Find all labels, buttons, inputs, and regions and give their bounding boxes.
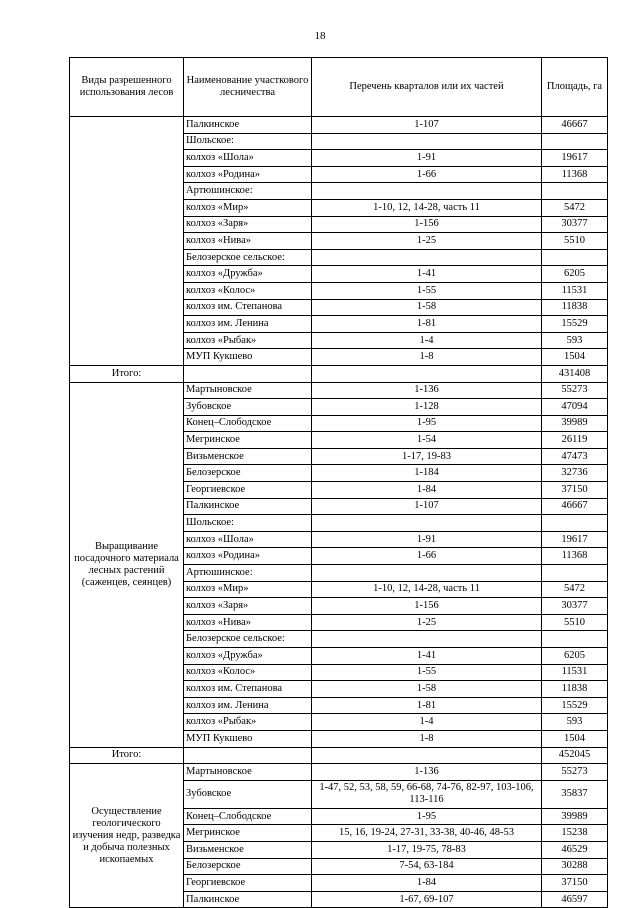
total-label: Итого:	[70, 747, 184, 764]
forestry-name-cell: колхоз «Родина»	[184, 166, 312, 183]
area-cell: 30288	[542, 858, 608, 875]
area-cell: 47094	[542, 399, 608, 416]
quarters-cell	[312, 515, 542, 532]
total-row	[70, 747, 608, 764]
forestry-name-cell: Шольское:	[184, 515, 312, 532]
area-cell: 15529	[542, 697, 608, 714]
area-cell: 1504	[542, 349, 608, 366]
area-cell: 46667	[542, 117, 608, 134]
area-cell: 593	[542, 332, 608, 349]
forestry-name-cell: колхоз «Мир»	[184, 581, 312, 598]
forestry-name-cell: Белозерское сельское:	[184, 249, 312, 266]
area-cell: 37150	[542, 875, 608, 892]
forestry-name-cell: Шольское:	[184, 133, 312, 150]
forestry-name-cell: колхоз им. Ленина	[184, 697, 312, 714]
use-type-cell: Выращивание посадочного материала лесных растений (саженцев, сеянцев)	[70, 382, 184, 747]
forest-use-table	[69, 57, 608, 908]
area-cell: 5472	[542, 199, 608, 216]
forestry-name-cell: МУП Кукшево	[184, 349, 312, 366]
area-cell: 55273	[542, 382, 608, 399]
forestry-name-cell: Конец–Слободское	[184, 415, 312, 432]
table-row	[70, 764, 608, 781]
quarters-cell: 1-156	[312, 598, 542, 615]
use-type-cell: Осуществление геологического изучения недр, разведка и добыча полезных ископаемых	[70, 764, 184, 908]
forestry-name-cell: Мартыновское	[184, 382, 312, 399]
area-cell: 46667	[542, 498, 608, 515]
forestry-name-cell: Белозерское	[184, 465, 312, 482]
quarters-cell: 1-8	[312, 349, 542, 366]
use-type-cell-empty	[70, 117, 184, 366]
forestry-name-cell: колхоз «Шола»	[184, 150, 312, 167]
forestry-name-cell: колхоз им. Ленина	[184, 316, 312, 333]
forestry-name-cell: колхоз им. Степанова	[184, 681, 312, 698]
forestry-name-cell: Мегринское	[184, 825, 312, 842]
forestry-name-cell: колхоз «Заря»	[184, 216, 312, 233]
area-cell	[542, 133, 608, 150]
area-cell: 30377	[542, 216, 608, 233]
total-area-cell: 431408	[542, 365, 608, 382]
forestry-name-cell: колхоз «Заря»	[184, 598, 312, 615]
forestry-name-cell: Визьменское	[184, 841, 312, 858]
quarters-cell	[312, 249, 542, 266]
total-empty-cell	[184, 365, 312, 382]
forestry-name-cell: колхоз «Рыбак»	[184, 714, 312, 731]
quarters-cell: 15, 16, 19-24, 27-31, 33-38, 40-46, 48-53	[312, 825, 542, 842]
forestry-name-cell: Артюшинское:	[184, 183, 312, 200]
area-cell: 15529	[542, 316, 608, 333]
quarters-cell: 1-10, 12, 14-28, часть 11	[312, 581, 542, 598]
area-cell	[542, 515, 608, 532]
quarters-cell: 1-107	[312, 117, 542, 134]
area-cell: 11531	[542, 664, 608, 681]
total-empty-cell	[184, 747, 312, 764]
table-row	[70, 117, 608, 134]
area-cell: 35837	[542, 780, 608, 808]
forestry-name-cell: Палкинское	[184, 891, 312, 908]
quarters-cell: 1-47, 52, 53, 58, 59, 66-68, 74-76, 82-97, 103-106, 113-116	[312, 780, 542, 808]
quarters-cell: 1-25	[312, 233, 542, 250]
quarters-cell: 1-136	[312, 382, 542, 399]
total-area-cell: 452045	[542, 747, 608, 764]
quarters-cell: 1-66	[312, 548, 542, 565]
area-cell: 46597	[542, 891, 608, 908]
forestry-name-cell: колхоз «Родина»	[184, 548, 312, 565]
quarters-cell: 1-84	[312, 482, 542, 499]
header-quarters-list: Перечень кварталов или их частей	[312, 58, 542, 117]
quarters-cell: 1-25	[312, 614, 542, 631]
quarters-cell: 1-8	[312, 730, 542, 747]
quarters-cell	[312, 565, 542, 582]
quarters-cell: 1-58	[312, 299, 542, 316]
forestry-name-cell: Белозерское	[184, 858, 312, 875]
quarters-cell: 1-184	[312, 465, 542, 482]
quarters-cell	[312, 183, 542, 200]
area-cell: 5510	[542, 233, 608, 250]
quarters-cell: 1-41	[312, 648, 542, 665]
quarters-cell: 1-91	[312, 531, 542, 548]
table-header-row	[70, 58, 608, 117]
table-row	[70, 382, 608, 399]
forestry-name-cell: колхоз «Нива»	[184, 233, 312, 250]
area-cell	[542, 565, 608, 582]
area-cell: 5510	[542, 614, 608, 631]
area-cell: 5472	[542, 581, 608, 598]
forestry-name-cell: колхоз «Дружба»	[184, 648, 312, 665]
quarters-cell: 1-54	[312, 432, 542, 449]
forestry-name-cell: Георгиевское	[184, 482, 312, 499]
quarters-cell: 1-91	[312, 150, 542, 167]
forestry-name-cell: колхоз «Дружба»	[184, 266, 312, 283]
forestry-name-cell: Визьменское	[184, 448, 312, 465]
quarters-cell: 1-84	[312, 875, 542, 892]
area-cell: 6205	[542, 648, 608, 665]
total-empty-cell	[312, 747, 542, 764]
area-cell: 47473	[542, 448, 608, 465]
area-cell	[542, 183, 608, 200]
forestry-name-cell: Артюшинское:	[184, 565, 312, 582]
total-row	[70, 365, 608, 382]
page-number: 18	[314, 30, 326, 42]
area-cell: 26119	[542, 432, 608, 449]
forestry-name-cell: колхоз «Рыбак»	[184, 332, 312, 349]
area-cell: 11838	[542, 299, 608, 316]
quarters-cell: 1-95	[312, 415, 542, 432]
area-cell: 11838	[542, 681, 608, 698]
forestry-name-cell: Зубовское	[184, 780, 312, 808]
table-body	[70, 117, 608, 908]
forestry-name-cell: Белозерское сельское:	[184, 631, 312, 648]
quarters-cell: 1-4	[312, 332, 542, 349]
area-cell: 1504	[542, 730, 608, 747]
quarters-cell: 1-4	[312, 714, 542, 731]
total-label: Итого:	[70, 365, 184, 382]
area-cell: 55273	[542, 764, 608, 781]
forestry-name-cell: Палкинское	[184, 117, 312, 134]
area-cell: 37150	[542, 482, 608, 499]
quarters-cell: 1-128	[312, 399, 542, 416]
quarters-cell: 1-95	[312, 808, 542, 825]
quarters-cell: 1-67, 69-107	[312, 891, 542, 908]
quarters-cell: 7-54, 63-184	[312, 858, 542, 875]
quarters-cell: 1-17, 19-83	[312, 448, 542, 465]
forestry-name-cell: Мегринское	[184, 432, 312, 449]
forestry-name-cell: колхоз «Шола»	[184, 531, 312, 548]
area-cell: 11368	[542, 166, 608, 183]
forestry-name-cell: МУП Кукшево	[184, 730, 312, 747]
forestry-name-cell: Палкинское	[184, 498, 312, 515]
quarters-cell: 1-10, 12, 14-28, часть 11	[312, 199, 542, 216]
area-cell: 46529	[542, 841, 608, 858]
area-cell: 593	[542, 714, 608, 731]
forestry-name-cell: Мартыновское	[184, 764, 312, 781]
header-area: Площадь, га	[542, 58, 608, 117]
area-cell: 11531	[542, 282, 608, 299]
area-cell: 6205	[542, 266, 608, 283]
forestry-name-cell: Зубовское	[184, 399, 312, 416]
total-empty-cell	[312, 365, 542, 382]
forestry-name-cell: колхоз им. Степанова	[184, 299, 312, 316]
area-cell: 19617	[542, 150, 608, 167]
forestry-name-cell: колхоз «Колос»	[184, 282, 312, 299]
area-cell: 32736	[542, 465, 608, 482]
quarters-cell: 1-81	[312, 697, 542, 714]
area-cell	[542, 249, 608, 266]
header-use-type: Виды разрешенного использования лесов	[70, 58, 184, 117]
quarters-cell: 1-41	[312, 266, 542, 283]
quarters-cell	[312, 133, 542, 150]
quarters-cell: 1-55	[312, 282, 542, 299]
quarters-cell	[312, 631, 542, 648]
forestry-name-cell: колхоз «Колос»	[184, 664, 312, 681]
area-cell: 39989	[542, 808, 608, 825]
area-cell: 19617	[542, 531, 608, 548]
forestry-name-cell: Конец–Слободское	[184, 808, 312, 825]
quarters-cell: 1-156	[312, 216, 542, 233]
area-cell: 15238	[542, 825, 608, 842]
area-cell	[542, 631, 608, 648]
quarters-cell: 1-17, 19-75, 78-83	[312, 841, 542, 858]
forestry-name-cell: колхоз «Мир»	[184, 199, 312, 216]
quarters-cell: 1-66	[312, 166, 542, 183]
quarters-cell: 1-81	[312, 316, 542, 333]
quarters-cell: 1-107	[312, 498, 542, 515]
forestry-name-cell: Георгиевское	[184, 875, 312, 892]
quarters-cell: 1-58	[312, 681, 542, 698]
header-forestry-name: Наименование участкового лесничества	[184, 58, 312, 117]
quarters-cell: 1-136	[312, 764, 542, 781]
area-cell: 30377	[542, 598, 608, 615]
quarters-cell: 1-55	[312, 664, 542, 681]
area-cell: 39989	[542, 415, 608, 432]
area-cell: 11368	[542, 548, 608, 565]
forestry-name-cell: колхоз «Нива»	[184, 614, 312, 631]
